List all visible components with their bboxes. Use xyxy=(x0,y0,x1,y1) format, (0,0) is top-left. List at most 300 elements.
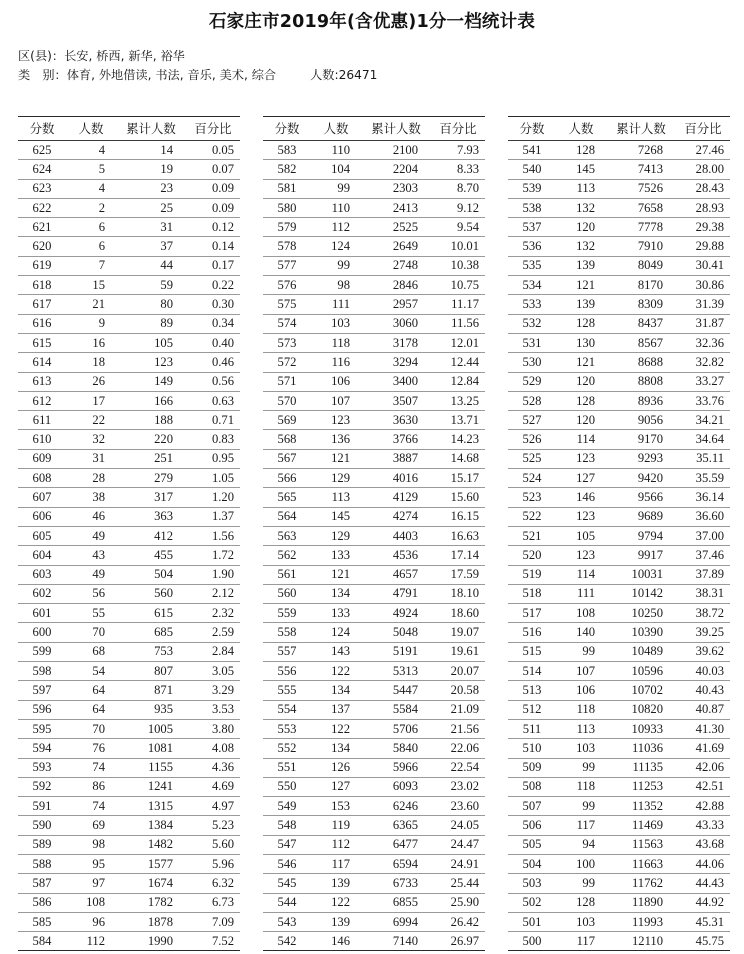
cell-percent: 25.90 xyxy=(431,893,485,912)
cell-score: 590 xyxy=(18,816,66,835)
table-row xyxy=(263,546,485,565)
cell-percent: 0.17 xyxy=(186,256,240,275)
cell-count: 16 xyxy=(66,333,116,352)
table-row xyxy=(263,854,485,873)
cell-percent: 26.42 xyxy=(431,912,485,931)
cell-cumulative: 2413 xyxy=(361,198,431,217)
cell-score: 591 xyxy=(18,797,66,816)
cell-cumulative: 1315 xyxy=(116,797,186,816)
cell-count: 54 xyxy=(66,662,116,681)
table-row xyxy=(508,295,730,314)
cell-count: 103 xyxy=(556,912,606,931)
cell-count: 145 xyxy=(556,160,606,179)
cell-score: 523 xyxy=(508,488,556,507)
score-table xyxy=(508,116,730,951)
cell-score: 549 xyxy=(263,797,311,816)
cell-percent: 11.56 xyxy=(431,314,485,333)
cell-cumulative: 9689 xyxy=(606,507,676,526)
cell-percent: 8.70 xyxy=(431,179,485,198)
cell-count: 74 xyxy=(66,797,116,816)
cell-percent: 0.07 xyxy=(186,160,240,179)
cell-cumulative: 8688 xyxy=(606,353,676,372)
cell-percent: 40.03 xyxy=(676,662,730,681)
cell-score: 537 xyxy=(508,218,556,237)
cell-count: 106 xyxy=(311,372,361,391)
cell-cumulative: 560 xyxy=(116,584,186,603)
cell-count: 18 xyxy=(66,353,116,372)
cell-percent: 21.09 xyxy=(431,700,485,719)
cell-cumulative: 6246 xyxy=(361,797,431,816)
cell-percent: 0.30 xyxy=(186,295,240,314)
cell-percent: 33.76 xyxy=(676,391,730,410)
cell-count: 64 xyxy=(66,700,116,719)
cell-cumulative: 807 xyxy=(116,662,186,681)
cell-cumulative: 3766 xyxy=(361,430,431,449)
cell-count: 56 xyxy=(66,584,116,603)
cell-percent: 9.12 xyxy=(431,198,485,217)
cell-score: 610 xyxy=(18,430,66,449)
cell-score: 515 xyxy=(508,642,556,661)
cell-cumulative: 5966 xyxy=(361,758,431,777)
cell-count: 94 xyxy=(556,835,606,854)
cell-cumulative: 1081 xyxy=(116,739,186,758)
table-row xyxy=(263,700,485,719)
cell-score: 556 xyxy=(263,662,311,681)
cell-score: 620 xyxy=(18,237,66,256)
cell-cumulative: 6994 xyxy=(361,912,431,931)
table-row xyxy=(508,333,730,352)
table-row xyxy=(263,565,485,584)
cell-percent: 0.71 xyxy=(186,411,240,430)
cell-percent: 19.07 xyxy=(431,623,485,642)
table-row xyxy=(18,758,240,777)
cell-count: 103 xyxy=(311,314,361,333)
cell-cumulative: 11253 xyxy=(606,777,676,796)
cell-percent: 1.37 xyxy=(186,507,240,526)
cell-score: 599 xyxy=(18,642,66,661)
cell-score: 546 xyxy=(263,854,311,873)
cell-cumulative: 6855 xyxy=(361,893,431,912)
cell-cumulative: 11563 xyxy=(606,835,676,854)
cell-percent: 12.84 xyxy=(431,372,485,391)
cell-cumulative: 1782 xyxy=(116,893,186,912)
cell-percent: 28.43 xyxy=(676,179,730,198)
cell-percent: 10.75 xyxy=(431,276,485,295)
table-row xyxy=(263,662,485,681)
cell-cumulative: 9420 xyxy=(606,469,676,488)
cell-score: 505 xyxy=(508,835,556,854)
cell-count: 127 xyxy=(311,777,361,796)
cell-count: 128 xyxy=(556,141,606,160)
score-table xyxy=(263,116,485,951)
cell-score: 513 xyxy=(508,681,556,700)
cell-cumulative: 8808 xyxy=(606,372,676,391)
cell-percent: 45.75 xyxy=(695,933,724,948)
table-row xyxy=(263,256,485,275)
cell-cumulative: 7526 xyxy=(606,179,676,198)
table-row xyxy=(508,546,730,565)
cell-percent: 31.87 xyxy=(676,314,730,333)
cell-score: 508 xyxy=(508,777,556,796)
cell-percent: 3.05 xyxy=(186,662,240,681)
cell-count: 55 xyxy=(66,604,116,623)
cell-percent: 24.91 xyxy=(431,854,485,873)
cell-percent: 36.14 xyxy=(676,488,730,507)
column-header-percent: 百分比 xyxy=(676,117,730,141)
cell-percent: 21.56 xyxy=(431,719,485,738)
cell-count: 6 xyxy=(66,218,116,237)
cell-percent: 39.62 xyxy=(676,642,730,661)
cell-cumulative: 10390 xyxy=(606,623,676,642)
table-row xyxy=(18,719,240,738)
cell-percent: 23.60 xyxy=(431,797,485,816)
table-row xyxy=(508,932,730,951)
cell-count: 124 xyxy=(311,623,361,642)
cell-score: 550 xyxy=(263,777,311,796)
cell-percent: 13.25 xyxy=(431,391,485,410)
cell-cumulative: 1384 xyxy=(116,816,186,835)
score-table xyxy=(18,116,240,951)
column-header-percent: 百分比 xyxy=(186,117,240,141)
table-row xyxy=(18,160,240,179)
table-row xyxy=(508,874,730,893)
cell-cumulative: 2525 xyxy=(361,218,431,237)
cell-cumulative: 455 xyxy=(116,546,186,565)
cell-percent: 15.60 xyxy=(431,488,485,507)
cell-count: 121 xyxy=(556,276,606,295)
cell-count: 99 xyxy=(556,874,606,893)
cell-cumulative: 279 xyxy=(116,469,186,488)
table-row xyxy=(263,604,485,623)
table-row xyxy=(508,912,730,931)
table-row xyxy=(18,411,240,430)
cell-score: 625 xyxy=(18,141,66,160)
cell-cumulative: 23 xyxy=(116,179,186,198)
table-row xyxy=(263,893,485,912)
cell-score: 595 xyxy=(18,719,66,738)
table-row xyxy=(18,681,240,700)
cell-percent: 5.60 xyxy=(186,835,240,854)
cell-percent: 39.25 xyxy=(676,623,730,642)
cell-count: 153 xyxy=(311,797,361,816)
column-header-count: 人数 xyxy=(311,117,361,141)
cell-count: 112 xyxy=(86,933,105,948)
cell-count: 4 xyxy=(66,179,116,198)
table-row xyxy=(263,797,485,816)
table-row xyxy=(18,662,240,681)
table-row xyxy=(18,604,240,623)
table-row xyxy=(508,758,730,777)
cell-cumulative: 3178 xyxy=(361,333,431,352)
cell-cumulative: 10702 xyxy=(606,681,676,700)
cell-count: 9 xyxy=(66,314,116,333)
table-row xyxy=(263,160,485,179)
cell-percent: 20.07 xyxy=(431,662,485,681)
cell-cumulative: 3630 xyxy=(361,411,431,430)
cell-cumulative: 7268 xyxy=(606,141,676,160)
table-row xyxy=(508,526,730,545)
cell-count: 110 xyxy=(311,141,361,160)
table-row xyxy=(508,256,730,275)
cell-count: 99 xyxy=(556,642,606,661)
cell-percent: 12.01 xyxy=(431,333,485,352)
cell-count: 120 xyxy=(556,372,606,391)
cell-count: 121 xyxy=(311,565,361,584)
cell-percent: 18.10 xyxy=(431,584,485,603)
cell-score: 543 xyxy=(263,912,311,931)
cell-count: 122 xyxy=(311,719,361,738)
cell-count: 28 xyxy=(66,469,116,488)
table-row xyxy=(18,237,240,256)
table-row xyxy=(508,314,730,333)
table-header xyxy=(508,117,730,141)
cell-cumulative: 10933 xyxy=(606,719,676,738)
table-row xyxy=(263,391,485,410)
column-header-cumulative: 累计人数 xyxy=(361,117,431,141)
table-row xyxy=(508,198,730,217)
cell-cumulative: 2748 xyxy=(361,256,431,275)
table-row xyxy=(508,449,730,468)
cell-cumulative: 11663 xyxy=(606,854,676,873)
cell-cumulative: 10820 xyxy=(606,700,676,719)
table-row xyxy=(18,198,240,217)
cell-count: 99 xyxy=(311,256,361,275)
cell-cumulative: 251 xyxy=(116,449,186,468)
cell-count: 99 xyxy=(311,179,361,198)
cell-count: 140 xyxy=(556,623,606,642)
cell-percent: 0.09 xyxy=(186,198,240,217)
cell-cumulative: 8049 xyxy=(606,256,676,275)
table-body xyxy=(263,141,485,951)
cell-score: 598 xyxy=(18,662,66,681)
cell-cumulative: 11993 xyxy=(606,912,676,931)
cell-count: 120 xyxy=(556,411,606,430)
cell-count: 49 xyxy=(66,565,116,584)
cell-count: 2 xyxy=(66,198,116,217)
cell-count: 133 xyxy=(311,546,361,565)
cell-percent: 32.82 xyxy=(676,353,730,372)
cell-count: 146 xyxy=(556,488,606,507)
cell-percent: 42.06 xyxy=(676,758,730,777)
cell-score: 577 xyxy=(263,256,311,275)
cell-percent: 12.44 xyxy=(431,353,485,372)
cell-cumulative: 9170 xyxy=(606,430,676,449)
cell-cumulative: 2957 xyxy=(361,295,431,314)
category-label: 类 别： xyxy=(18,68,67,82)
column-header-score: 分数 xyxy=(508,117,556,141)
table-row xyxy=(18,256,240,275)
table-row xyxy=(18,912,240,931)
cell-percent: 2.12 xyxy=(186,584,240,603)
cell-count: 123 xyxy=(556,507,606,526)
table-row xyxy=(263,739,485,758)
cell-cumulative: 3060 xyxy=(361,314,431,333)
cell-count: 49 xyxy=(66,526,116,545)
cell-count: 22 xyxy=(66,411,116,430)
cell-cumulative: 10250 xyxy=(606,604,676,623)
cell-cumulative: 4536 xyxy=(361,546,431,565)
table-row xyxy=(508,681,730,700)
cell-count: 123 xyxy=(311,411,361,430)
cell-percent: 0.83 xyxy=(186,430,240,449)
table-row xyxy=(18,893,240,912)
cell-count: 113 xyxy=(556,179,606,198)
table-row xyxy=(263,179,485,198)
cell-percent: 0.09 xyxy=(186,179,240,198)
cell-percent: 18.60 xyxy=(431,604,485,623)
header-row xyxy=(18,117,240,141)
cell-percent: 3.29 xyxy=(186,681,240,700)
cell-cumulative: 6594 xyxy=(361,854,431,873)
table-row xyxy=(508,662,730,681)
cell-score: 517 xyxy=(508,604,556,623)
cell-cumulative: 7910 xyxy=(606,237,676,256)
cell-percent: 40.87 xyxy=(676,700,730,719)
cell-count: 113 xyxy=(311,488,361,507)
category-value: 体育, 外地借读, 书法, 音乐, 美术, 综合 xyxy=(66,68,277,82)
table-row xyxy=(18,777,240,796)
cell-count: 124 xyxy=(311,237,361,256)
cell-score: 579 xyxy=(263,218,311,237)
cell-score: 580 xyxy=(263,198,311,217)
cell-cumulative: 7413 xyxy=(606,160,676,179)
district-row xyxy=(18,47,377,66)
header-row xyxy=(263,117,485,141)
cell-percent: 2.59 xyxy=(186,623,240,642)
cell-percent: 35.59 xyxy=(676,469,730,488)
cell-percent: 31.39 xyxy=(676,295,730,314)
cell-score: 615 xyxy=(18,333,66,352)
cell-score: 567 xyxy=(263,449,311,468)
table-row xyxy=(508,237,730,256)
cell-percent: 23.02 xyxy=(431,777,485,796)
cell-count: 114 xyxy=(556,430,606,449)
cell-count: 116 xyxy=(311,353,361,372)
cell-score: 564 xyxy=(263,507,311,526)
score-table-block-1 xyxy=(18,116,240,951)
cell-percent: 34.64 xyxy=(676,430,730,449)
table-row xyxy=(18,835,240,854)
cell-count: 17 xyxy=(66,391,116,410)
cell-percent: 0.22 xyxy=(186,276,240,295)
cell-score: 618 xyxy=(18,276,66,295)
column-header-count: 人数 xyxy=(66,117,116,141)
cell-percent: 33.27 xyxy=(676,372,730,391)
table-row xyxy=(263,912,485,931)
cell-cumulative: 123 xyxy=(116,353,186,372)
cell-cumulative: 220 xyxy=(116,430,186,449)
cell-score: 606 xyxy=(18,507,66,526)
cell-score: 619 xyxy=(18,256,66,275)
cell-cumulative: 80 xyxy=(116,295,186,314)
cell-score: 605 xyxy=(18,526,66,545)
cell-cumulative: 412 xyxy=(116,526,186,545)
cell-percent: 1.56 xyxy=(186,526,240,545)
cell-score: 540 xyxy=(508,160,556,179)
table-row xyxy=(18,430,240,449)
table-row xyxy=(508,430,730,449)
cell-percent: 4.36 xyxy=(186,758,240,777)
cell-cumulative: 11352 xyxy=(606,797,676,816)
cell-score: 547 xyxy=(263,835,311,854)
cell-percent: 4.69 xyxy=(186,777,240,796)
table-row xyxy=(263,449,485,468)
cell-count: 122 xyxy=(311,662,361,681)
cell-percent: 40.43 xyxy=(676,681,730,700)
cell-count: 143 xyxy=(311,642,361,661)
cell-percent: 19.61 xyxy=(431,642,485,661)
table-row xyxy=(18,584,240,603)
cell-score: 504 xyxy=(508,854,556,873)
table-row xyxy=(508,642,730,661)
cell-percent: 7.52 xyxy=(211,933,234,948)
cell-cumulative: 4403 xyxy=(361,526,431,545)
cell-cumulative: 4016 xyxy=(361,469,431,488)
cell-count: 96 xyxy=(66,912,116,931)
column-header-cumulative: 累计人数 xyxy=(606,117,676,141)
table-row xyxy=(263,353,485,372)
cell-percent: 3.80 xyxy=(186,719,240,738)
cell-count: 98 xyxy=(66,835,116,854)
cell-percent: 32.36 xyxy=(676,333,730,352)
table-row xyxy=(508,604,730,623)
cell-cumulative: 1482 xyxy=(116,835,186,854)
cell-score: 587 xyxy=(18,874,66,893)
cell-percent: 45.31 xyxy=(676,912,730,931)
cell-score: 571 xyxy=(263,372,311,391)
cell-percent: 2.84 xyxy=(186,642,240,661)
table-row xyxy=(508,739,730,758)
cell-count: 129 xyxy=(311,469,361,488)
cell-cumulative: 6093 xyxy=(361,777,431,796)
cell-cumulative: 1155 xyxy=(116,758,186,777)
cell-percent: 29.38 xyxy=(676,218,730,237)
cell-count: 70 xyxy=(66,623,116,642)
cell-cumulative: 5584 xyxy=(361,700,431,719)
cell-cumulative: 3507 xyxy=(361,391,431,410)
cell-score: 617 xyxy=(18,295,66,314)
cell-score: 588 xyxy=(18,854,66,873)
cell-count: 121 xyxy=(556,353,606,372)
cell-cumulative: 10142 xyxy=(606,584,676,603)
cell-percent: 1.90 xyxy=(186,565,240,584)
cell-score: 522 xyxy=(508,507,556,526)
cell-percent: 22.06 xyxy=(431,739,485,758)
cell-count: 122 xyxy=(311,893,361,912)
cell-percent: 3.53 xyxy=(186,700,240,719)
cell-count: 132 xyxy=(556,237,606,256)
cell-score: 583 xyxy=(263,141,311,160)
cell-percent: 0.14 xyxy=(186,237,240,256)
cell-score: 554 xyxy=(263,700,311,719)
cell-score: 565 xyxy=(263,488,311,507)
cell-score: 511 xyxy=(508,719,556,738)
cell-count: 110 xyxy=(311,198,361,217)
cell-score: 570 xyxy=(263,391,311,410)
cell-score: 575 xyxy=(263,295,311,314)
table-row xyxy=(508,777,730,796)
table-row xyxy=(263,681,485,700)
cell-percent: 2.32 xyxy=(186,604,240,623)
cell-count: 118 xyxy=(556,777,606,796)
table-row xyxy=(18,739,240,758)
cell-cumulative: 7778 xyxy=(606,218,676,237)
table-row xyxy=(18,353,240,372)
table-row xyxy=(508,893,730,912)
cell-score: 503 xyxy=(508,874,556,893)
table-row xyxy=(18,488,240,507)
cell-score: 536 xyxy=(508,237,556,256)
